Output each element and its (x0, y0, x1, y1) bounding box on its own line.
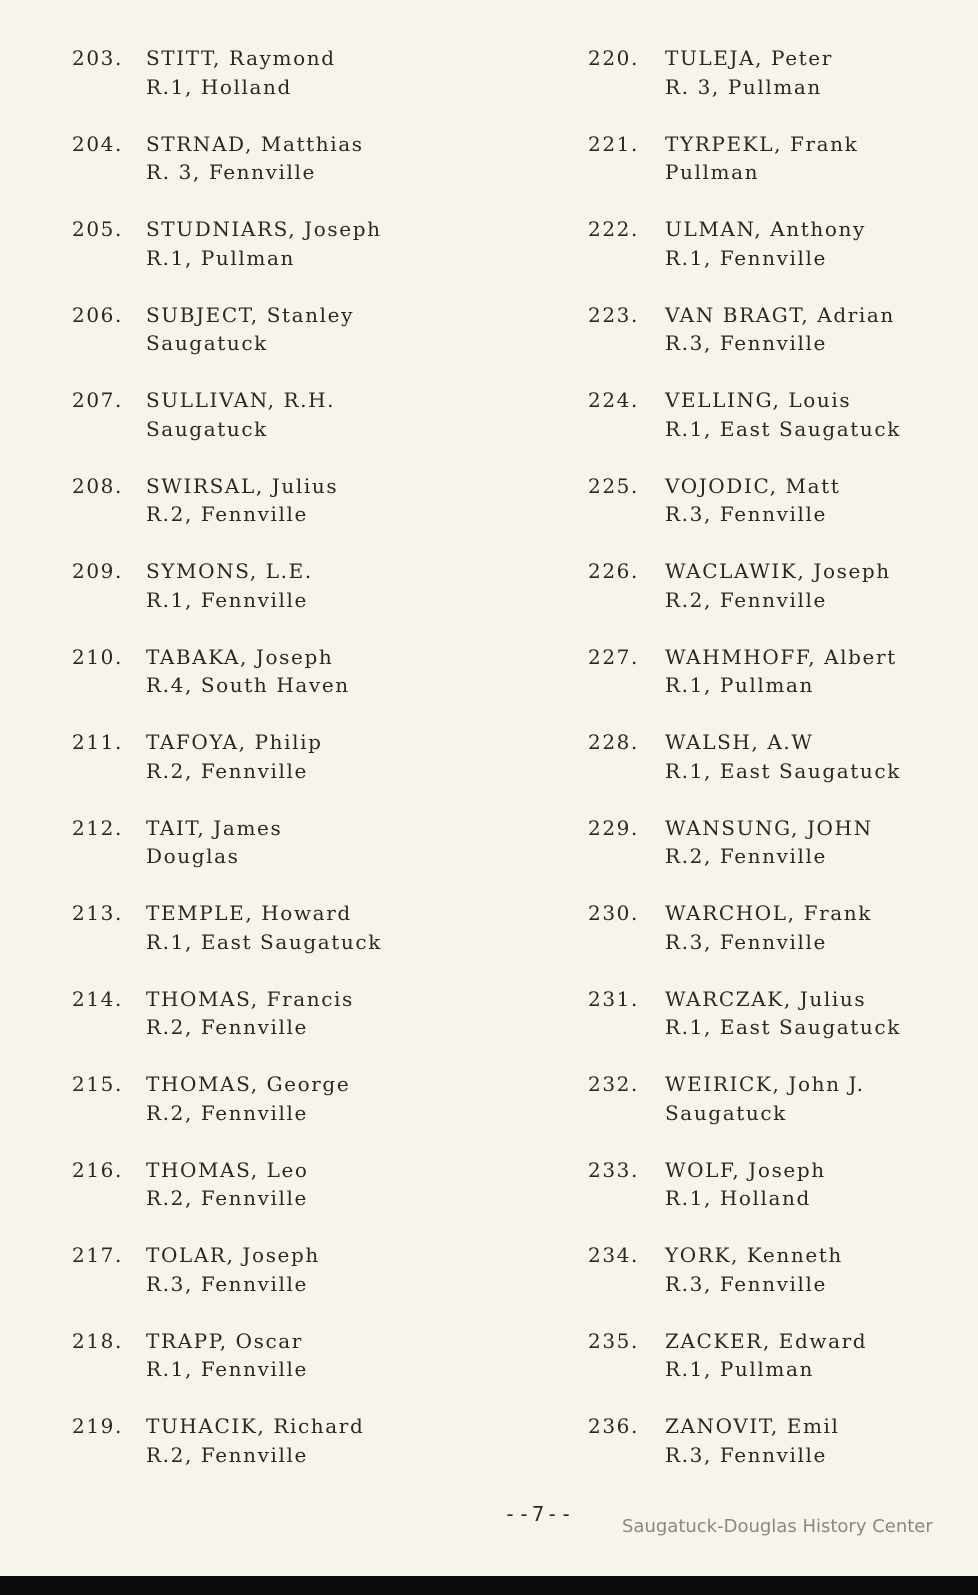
entry-name: TRAPP, Oscar (146, 1328, 303, 1353)
entry-number: 208. (72, 473, 123, 498)
entry-address: R.1, East Saugatuck (665, 758, 901, 783)
entry-address: R.1, Pullman (665, 1357, 814, 1381)
directory-entry (72, 1412, 512, 1498)
entry-address: R.2, Fennville (146, 758, 308, 783)
entry-number: 225. (588, 473, 639, 498)
entry-name: STITT, Raymond (146, 46, 336, 70)
entry-name: WEIRICK, John J. (665, 1072, 865, 1096)
entry-number: 213. (72, 901, 123, 925)
entry-number: 235. (588, 1328, 639, 1353)
entry-address: R.2, Fennville (665, 587, 827, 612)
entry-address: Saugatuck (665, 1100, 787, 1125)
entry-name: ZANOVIT, Emil (665, 1414, 840, 1438)
directory-entry (72, 472, 512, 558)
entry-number: 233. (588, 1157, 639, 1182)
entry-number: 227. (588, 644, 639, 669)
entry-number: 219. (72, 1414, 123, 1438)
directory-entry (588, 643, 978, 729)
entry-name: ZACKER, Edward (665, 1328, 868, 1353)
entry-number: 232. (588, 1072, 639, 1096)
entry-address: R.1, Pullman (665, 673, 814, 697)
entry-name: WOLF, Joseph (665, 1157, 826, 1182)
entry-number: 223. (588, 302, 639, 327)
entry-number: 220. (588, 46, 639, 70)
entry-address: R.2, Fennville (146, 1442, 308, 1467)
entry-name: THOMAS, George (146, 1072, 351, 1096)
entry-address: R.1, East Saugatuck (665, 1015, 901, 1039)
entry-address: R.4, South Haven (146, 673, 350, 697)
directory-entry (588, 1241, 978, 1327)
left-column (72, 44, 512, 1498)
right-column (588, 44, 978, 1498)
entry-name: VAN BRAGT, Adrian (665, 302, 895, 327)
entry-number: 224. (588, 388, 639, 412)
directory-entry (72, 899, 512, 985)
entry-address: R.1, Fennville (146, 587, 308, 612)
entry-number: 206. (72, 302, 123, 327)
entry-address: R.2, Fennville (146, 1100, 308, 1125)
entry-name: THOMAS, Francis (146, 986, 354, 1011)
entry-address: R.1, East Saugatuck (146, 929, 382, 954)
entry-name: VELLING, Louis (665, 388, 852, 412)
entry-number: 207. (72, 388, 123, 412)
entry-address: R.1, East Saugatuck (665, 416, 901, 441)
entry-name: STUDNIARS, Joseph (146, 217, 382, 241)
entry-name: WANSUNG, JOHN (665, 815, 873, 840)
entry-number: 226. (588, 559, 639, 583)
entry-address: R.1, Holland (665, 1186, 811, 1210)
entry-name: TUHACIK, Richard (146, 1414, 365, 1438)
entry-number: 211. (72, 730, 123, 754)
entry-address: Pullman (665, 160, 760, 184)
directory-entry (588, 215, 978, 301)
entry-address: R.3, Fennville (665, 1271, 827, 1296)
entry-name: YORK, Kenneth (665, 1243, 843, 1267)
entry-number: 212. (72, 815, 123, 840)
entry-number: 218. (72, 1328, 123, 1353)
directory-entry (72, 728, 512, 814)
directory-entry (588, 1156, 978, 1242)
entry-number: 221. (588, 131, 639, 156)
page-number: --7-- (504, 1502, 575, 1526)
directory-entry (72, 301, 512, 387)
entry-name: SUBJECT, Stanley (146, 302, 354, 327)
entry-address: R.1, Holland (146, 74, 292, 99)
entry-name: ULMAN, Anthony (665, 217, 866, 241)
directory-entry (72, 44, 512, 130)
directory-entry (588, 985, 978, 1071)
entry-name: WACLAWIK, Joseph (665, 559, 891, 583)
directory-entry (588, 557, 978, 643)
entry-address: R.3, Fennville (665, 331, 827, 355)
entry-number: 229. (588, 815, 639, 840)
directory-entry (72, 557, 512, 643)
directory-entry (72, 1327, 512, 1413)
entry-address: Douglas (146, 844, 240, 868)
entry-number: 210. (72, 644, 123, 669)
entry-number: 204. (72, 131, 123, 156)
entry-address: R.2, Fennville (665, 844, 827, 868)
directory-entry (588, 386, 978, 472)
entry-number: 217. (72, 1243, 123, 1267)
scan-edge (0, 1576, 978, 1595)
entry-name: TYRPEKL, Frank (665, 131, 859, 156)
entry-number: 231. (588, 986, 639, 1011)
entry-address: R.3, Fennville (146, 1271, 308, 1296)
directory-entry (588, 814, 978, 900)
entry-address: R.1, Fennville (146, 1357, 308, 1381)
directory-entry (588, 44, 978, 130)
entry-name: SYMONS, L.E. (146, 559, 313, 583)
entry-name: TOLAR, Joseph (146, 1243, 320, 1267)
entry-address: R. 3, Fennville (146, 160, 316, 184)
entry-name: TAFOYA, Philip (146, 730, 323, 754)
entry-name: WAHMHOFF, Albert (665, 644, 897, 669)
directory-entry (588, 899, 978, 985)
entry-number: 214. (72, 986, 123, 1011)
entry-number: 203. (72, 46, 123, 70)
directory-entry (72, 1241, 512, 1327)
entry-number: 209. (72, 559, 123, 583)
directory-entry (588, 1412, 978, 1498)
entry-address: R.3, Fennville (665, 502, 827, 526)
directory-entry (588, 130, 978, 216)
entry-number: 228. (588, 730, 639, 754)
entry-number: 234. (588, 1243, 639, 1267)
directory-entry (72, 1070, 512, 1156)
entry-name: THOMAS, Leo (146, 1157, 309, 1182)
directory-entry (72, 130, 512, 216)
entry-number: 222. (588, 217, 639, 241)
directory-entry (72, 643, 512, 729)
entry-address: R.2, Fennville (146, 1015, 308, 1039)
directory-entry (72, 1156, 512, 1242)
directory-entry (588, 472, 978, 558)
directory-entry (72, 814, 512, 900)
directory-entry (588, 728, 978, 814)
entry-name: WARCHOL, Frank (665, 901, 872, 925)
entry-address: R. 3, Pullman (665, 74, 822, 99)
directory-entry (72, 985, 512, 1071)
entry-name: WALSH, A.W (665, 730, 814, 754)
directory-entry (72, 215, 512, 301)
directory-entry (588, 301, 978, 387)
watermark: Saugatuck-Douglas History Center (622, 1516, 933, 1537)
entry-name: WARCZAK, Julius (665, 986, 867, 1011)
entry-address: R.3, Fennville (665, 929, 827, 954)
entry-name: SWIRSAL, Julius (146, 473, 339, 498)
entry-name: TABAKA, Joseph (146, 644, 334, 669)
directory-entry (588, 1070, 978, 1156)
entry-address: Saugatuck (146, 416, 268, 441)
directory-entry (588, 1327, 978, 1413)
entry-address: R.1, Fennville (665, 245, 827, 270)
entry-address: R.2, Fennville (146, 1186, 308, 1210)
entry-number: 236. (588, 1414, 639, 1438)
entry-number: 205. (72, 217, 123, 241)
entry-address: R.3, Fennville (665, 1442, 827, 1467)
entry-number: 230. (588, 901, 639, 925)
entry-name: TEMPLE, Howard (146, 901, 352, 925)
entry-number: 216. (72, 1157, 123, 1182)
entry-number: 215. (72, 1072, 123, 1096)
entry-name: STRNAD, Matthias (146, 131, 364, 156)
entry-address: R.2, Fennville (146, 502, 308, 526)
entry-name: SULLIVAN, R.H. (146, 388, 336, 412)
directory-entry (72, 386, 512, 472)
entry-name: TULEJA, Peter (665, 46, 833, 70)
entry-name: VOJODIC, Matt (665, 473, 841, 498)
entry-address: Saugatuck (146, 331, 268, 355)
entry-address: R.1, Pullman (146, 245, 295, 270)
entry-name: TAIT, James (146, 815, 283, 840)
